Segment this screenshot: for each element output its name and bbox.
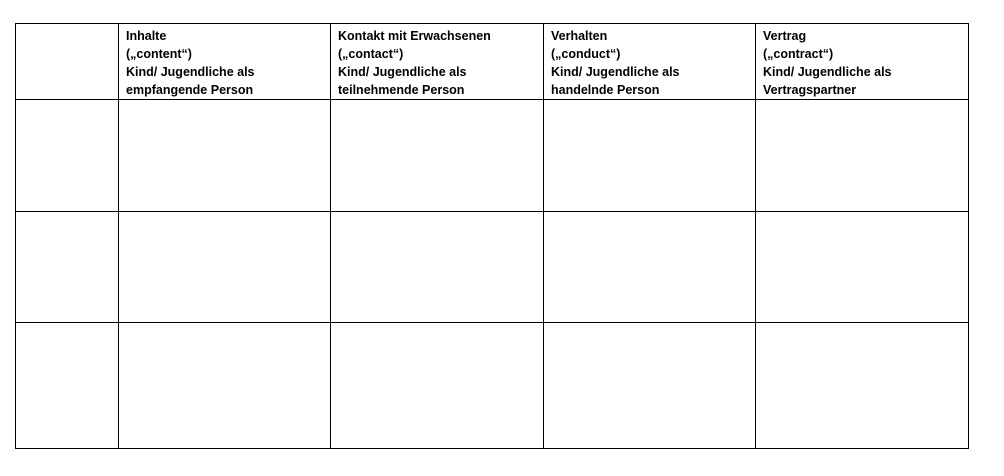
header-cell-content: [119, 24, 331, 100]
column-code: („content“): [126, 47, 192, 61]
table-cell: [544, 100, 756, 212]
table-header-row: [16, 24, 969, 100]
table-cell: [119, 212, 331, 323]
table-cell: [16, 212, 119, 323]
table-row: [16, 100, 969, 212]
table-cell: [331, 100, 544, 212]
column-role-line-1: Kind/ Jugendliche als: [763, 65, 892, 79]
column-code: („contact“): [338, 47, 404, 61]
column-role-line-1: Kind/ Jugendliche als: [551, 65, 680, 79]
column-role-line-2: empfangende Person: [126, 83, 254, 97]
table-cell: [544, 212, 756, 323]
header-cell-contact: [331, 24, 544, 100]
table-cell: [756, 100, 969, 212]
header-cell-contract: [756, 24, 969, 100]
column-role-line-2: teilnehmende Person: [338, 83, 465, 97]
column-role-line-2: handelnde Person: [551, 83, 660, 97]
table-cell: [756, 323, 969, 449]
table-cell: [331, 323, 544, 449]
risk-classification-table: [15, 23, 969, 449]
table-cell: [756, 212, 969, 323]
column-code: („contract“): [763, 47, 834, 61]
column-role-line-1: Kind/ Jugendliche als: [126, 65, 255, 79]
table-row: [16, 212, 969, 323]
column-title: Verhalten: [551, 29, 608, 43]
column-role-line-2: Vertragspartner: [763, 83, 857, 97]
column-title: Vertrag: [763, 29, 807, 43]
column-title: Kontakt mit Erwachsenen: [338, 29, 491, 43]
table-cell: [119, 100, 331, 212]
column-title: Inhalte: [126, 29, 167, 43]
table-cell: [331, 212, 544, 323]
table-cell: [544, 323, 756, 449]
table-cell: [16, 100, 119, 212]
table-cell: [119, 323, 331, 449]
table-cell: [16, 323, 119, 449]
header-corner-cell: [16, 24, 119, 100]
header-cell-conduct: [544, 24, 756, 100]
column-role-line-1: Kind/ Jugendliche als: [338, 65, 467, 79]
table-row: [16, 323, 969, 449]
column-code: („conduct“): [551, 47, 621, 61]
